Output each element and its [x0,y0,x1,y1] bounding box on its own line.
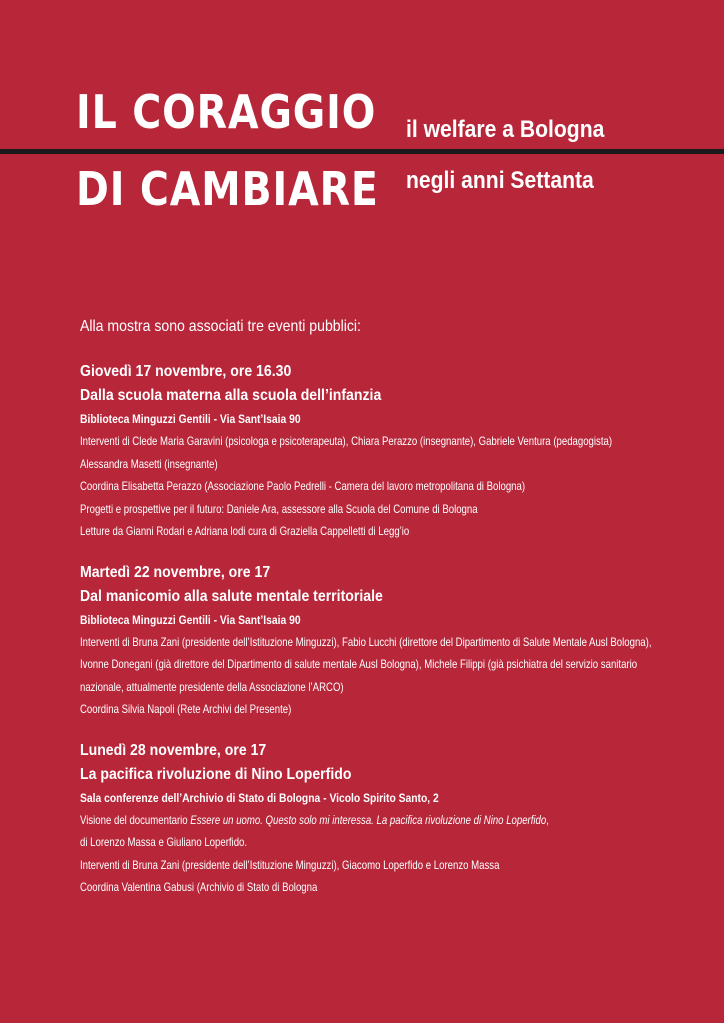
screening-line [80,809,592,832]
event-date: Martedì 22 novembre, ore 17 [80,563,271,581]
event-3 [80,739,720,899]
event-title: Dalla scuola materna alla scuola dell’infanzia [80,387,382,404]
events-section [80,316,720,917]
event-detail: Alessandra Masetti (insegnante) [80,456,218,471]
subtitle-line-2: negli anni Settanta [406,167,594,194]
title-line-1: IL CORAGGIO [76,85,377,139]
event-detail: Progetti e prospettive per il futuro: Daniele Ara, assessore alla Scuola del Comune di Bologna [80,501,478,516]
event-detail: nazionale, attualmente presidente della Associazione l’ARCO) [80,679,344,694]
title-line-2: DI CAMBIARE [76,162,379,216]
event-date: Lunedì 28 novembre, ore 17 [80,741,267,759]
event-venue: Biblioteca Minguzzi Gentili - Via Sant’Isaia 90 [80,412,301,426]
event-detail: Coordina Silvia Napoli (Rete Archivi del Presente) [80,702,292,716]
documentary-title: Essere un uomo. Questo solo mi interessa. La pacifica rivoluzione di Nino Loperfido [190,812,547,827]
event-1 [80,360,720,543]
event-detail: Interventi di Clede Maria Garavini (psicologa e psicoterapeuta), Chiara Perazzo (insegnante), Gabriele Ventura (pedagogista) [80,434,613,448]
screening-prefix: Visione del documentario [80,812,191,827]
event-2 [80,561,720,721]
event-detail: Coordina Valentina Gabusi (Archivio di Stato di Bologna [80,880,318,894]
event-detail: Coordina Elisabetta Perazzo (Associazione Paolo Pedrelli - Camera del lavoro metropolitana di Bologna) [80,479,526,493]
event-title: Dal manicomio alla salute mentale territoriale [80,587,383,605]
event-detail: Interventi di Bruna Zani (presidente dell’Istituzione Minguzzi), Fabio Lucchi (direttore del Dipartimento di Salute Mentale Ausl Bologna), [80,634,652,649]
horizontal-rule [0,149,724,154]
intro-text: Alla mostra sono associati tre eventi pubblici: [80,318,361,335]
event-detail: di Lorenzo Massa e Giuliano Loperfido. [80,835,248,849]
event-detail: Interventi di Bruna Zani (presidente dell’Istituzione Minguzzi), Giacomo Loperfido e Lorenzo Massa [80,857,500,872]
event-detail: Letture da Gianni Rodari e Adriana lodi cura di Graziella Cappelletti di Legg’io [80,524,410,538]
event-title: La pacifica rivoluzione di Nino Loperfido [80,765,352,783]
subtitle-line-1: il welfare a Bologna [406,116,605,143]
event-venue: Biblioteca Minguzzi Gentili - Via Sant’Isaia 90 [80,612,301,627]
event-venue: Sala conferenze dell’Archivio di Stato di Bologna - Vicolo Spirito Santo, 2 [80,790,439,805]
screening-suffix: , [546,812,549,827]
event-detail: Ivonne Donegani (già direttore del Dipartimento di salute mentale Ausl Bologna), Michele Filippi (già psichiatra del servizio sanitario [80,657,638,671]
event-date: Giovedì 17 novembre, ore 16.30 [80,363,292,380]
